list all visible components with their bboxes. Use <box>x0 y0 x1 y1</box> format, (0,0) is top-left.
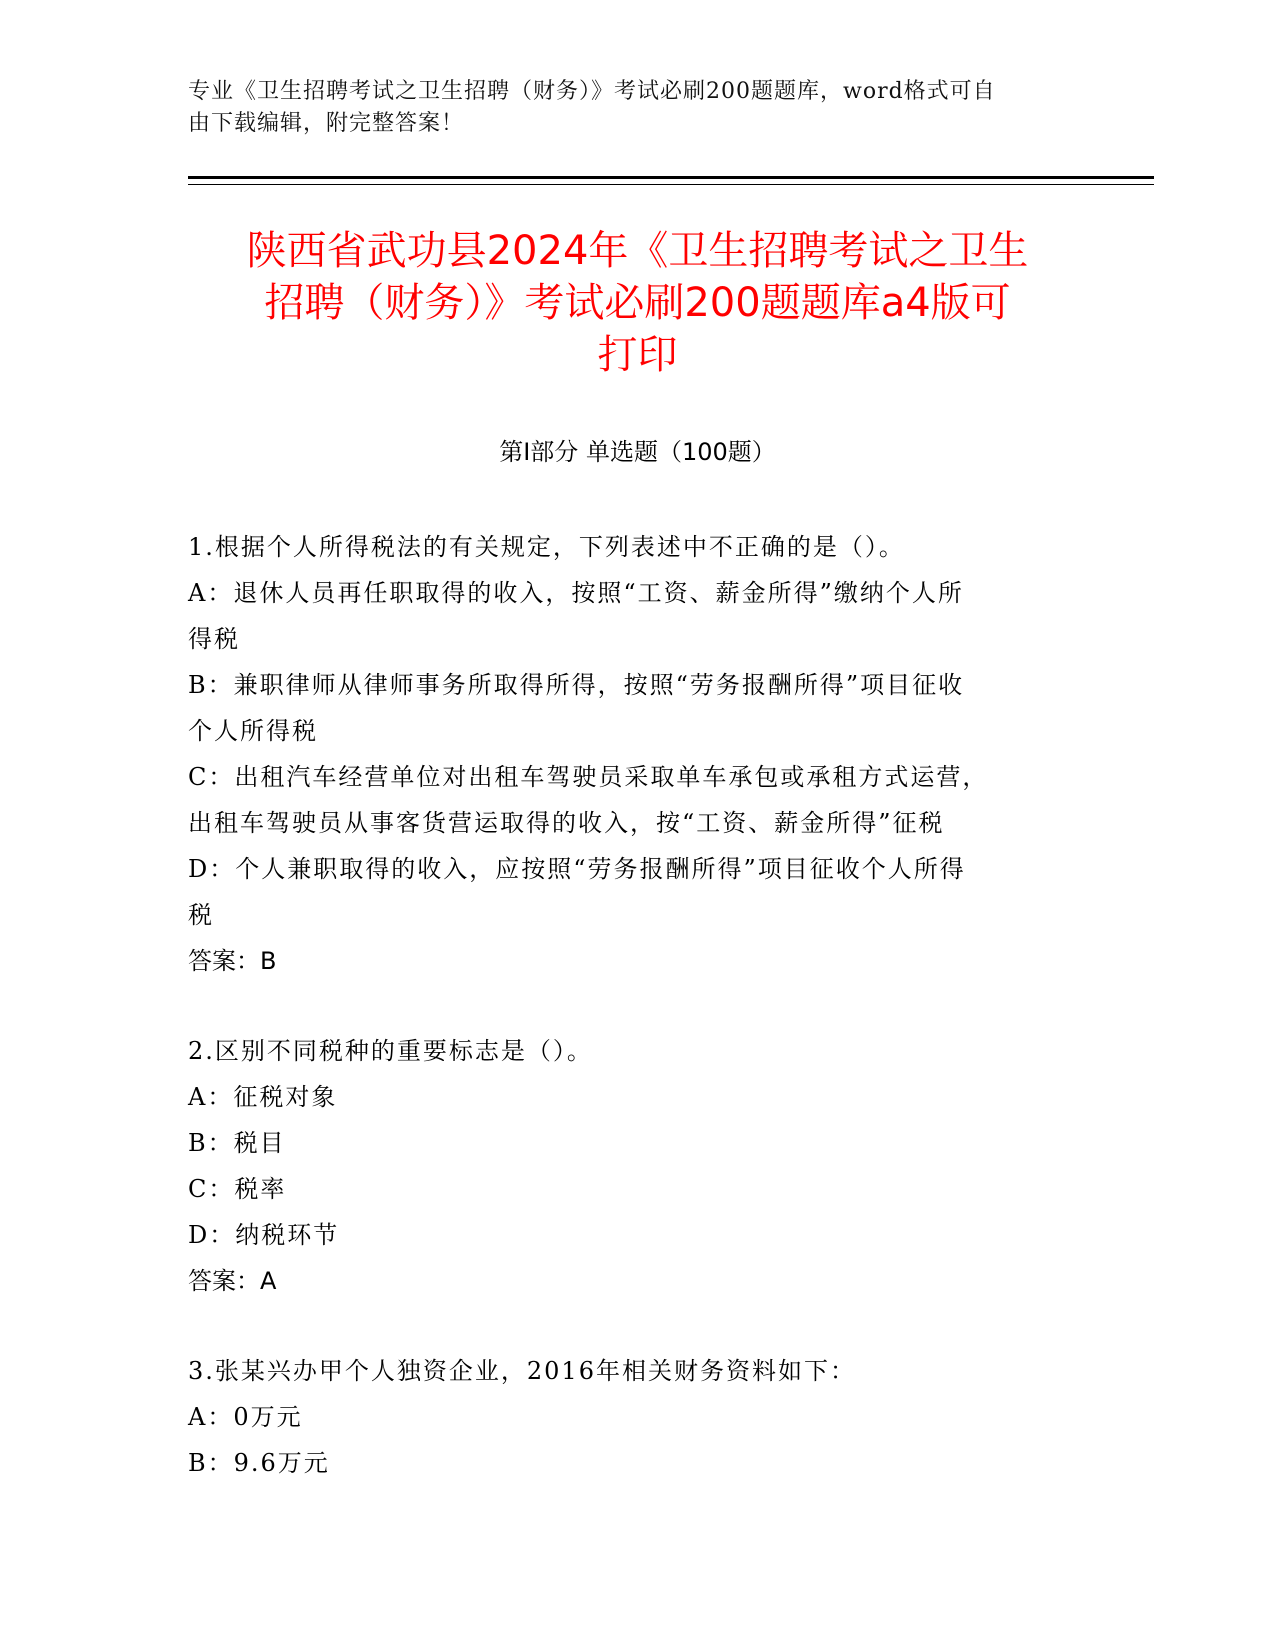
title-line-2: 招聘（财务）》考试必刷200题题库a4版可 <box>264 280 1011 326</box>
option-b: B：税目 <box>188 1129 286 1157</box>
option-a-continued: 得税 <box>188 625 240 653</box>
question-1 <box>188 524 1088 984</box>
option-d: D：个人兼职取得的收入，应按照“劳务报酬所得”项目征收个人所得 <box>188 855 966 883</box>
option-b: B：兼职律师从律师事务所取得所得，按照“劳务报酬所得”项目征收 <box>188 671 965 699</box>
option-c-continued: 出租车驾驶员从事客货营运取得的收入，按“工资、薪金所得”征税 <box>188 809 945 837</box>
option-a: A：征税对象 <box>188 1083 338 1111</box>
header-note-line-1: 专业《卫生招聘考试之卫生招聘（财务）》考试必刷200题题库，word格式可自 <box>188 79 996 104</box>
document-title <box>170 225 1105 381</box>
question-stem: 1.根据个人所得税法的有关规定，下列表述中不正确的是（）。 <box>188 533 905 561</box>
header-divider-thin <box>188 184 1154 185</box>
option-a: A：0万元 <box>188 1403 303 1431</box>
question-2 <box>188 1028 1088 1304</box>
option-c: C：税率 <box>188 1175 287 1203</box>
title-line-3: 打印 <box>597 332 678 378</box>
question-stem: 2.区别不同税种的重要标志是（）。 <box>188 1037 593 1065</box>
answer: 答案：B <box>188 947 277 975</box>
question-3 <box>188 1348 1088 1486</box>
header-divider-thick <box>188 176 1154 179</box>
option-c: C：出租汽车经营单位对出租车驾驶员采取单车承包或承租方式运营， <box>188 763 989 791</box>
question-list <box>188 524 1088 1530</box>
title-line-1: 陕西省武功县2024年《卫生招聘考试之卫生 <box>246 228 1029 274</box>
option-b-continued: 个人所得税 <box>188 717 318 745</box>
answer: 答案：A <box>188 1267 277 1295</box>
header-note <box>188 76 1088 140</box>
option-b: B：9.6万元 <box>188 1449 330 1477</box>
option-a: A：退休人员再任职取得的收入，按照“工资、薪金所得”缴纳个人所 <box>188 579 964 607</box>
section-heading: 第Ⅰ部分 单选题（100题） <box>499 438 776 466</box>
header-note-line-2: 由下载编辑，附完整答案！ <box>188 111 465 136</box>
option-d-continued: 税 <box>188 901 214 929</box>
option-d: D：纳税环节 <box>188 1221 340 1249</box>
question-stem: 3.张某兴办甲个人独资企业，2016年相关财务资料如下： <box>188 1357 856 1385</box>
